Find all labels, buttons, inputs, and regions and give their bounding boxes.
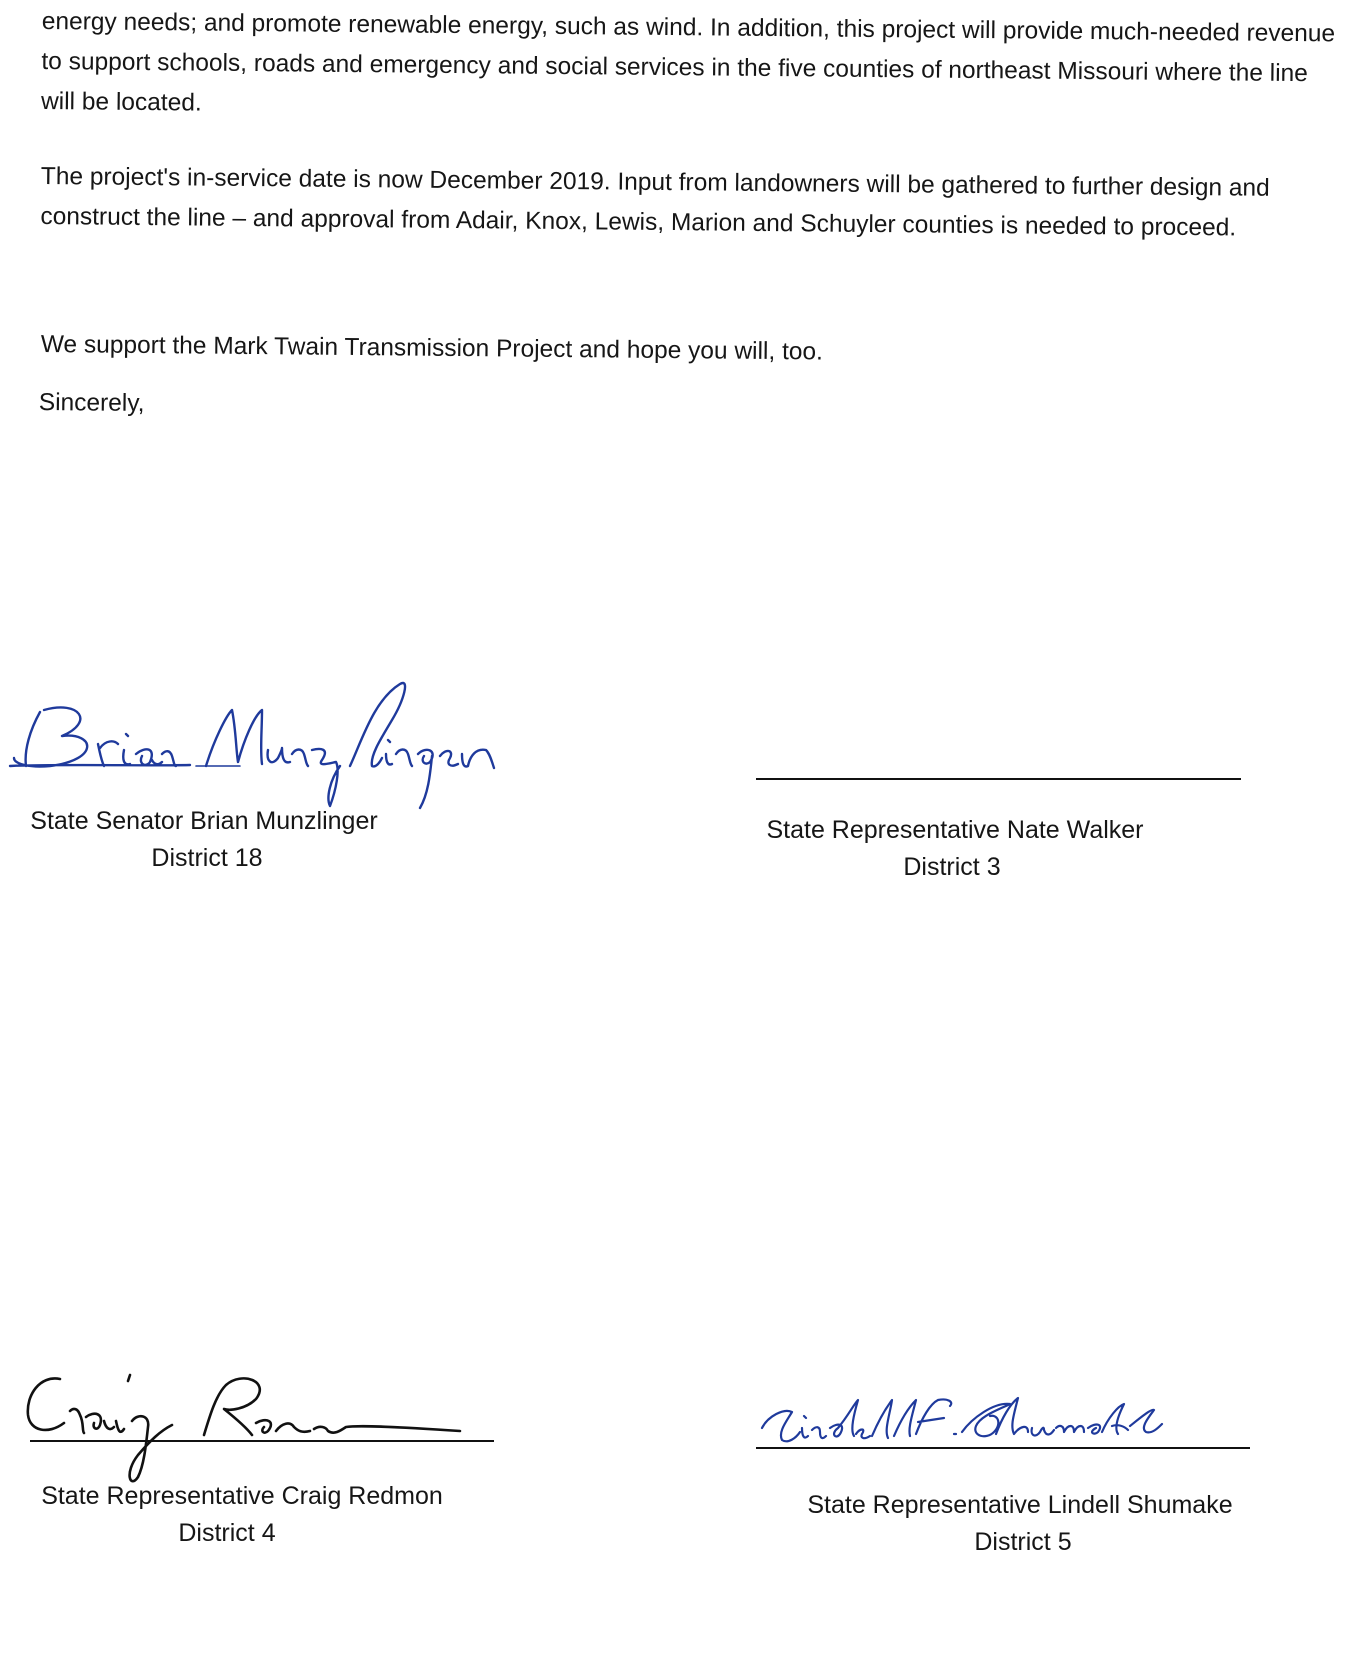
signatory-district: District 5 xyxy=(974,1528,1072,1556)
signature-block-walker xyxy=(745,812,1165,886)
letter-paragraph-2: The project's in-service date is now December 2019. Input from landowners will be gathered to further design and construct the line – and approval from Adair, Knox, Lewis, Marion and Schuyler counties is needed to proceed. xyxy=(40,162,1270,242)
signature-shumake xyxy=(758,1388,1178,1458)
signatory-title: State Senator Brian Munzlinger xyxy=(30,807,378,835)
signature-line-walker xyxy=(756,778,1241,780)
signature-block-shumake xyxy=(785,1487,1255,1561)
signatory-district: District 3 xyxy=(903,853,1001,881)
signature-munzlinger xyxy=(0,670,520,820)
letter-paragraph-3: We support the Mark Twain Transmission Project and hope you will, too. xyxy=(40,330,824,366)
signature-redmon xyxy=(20,1365,480,1490)
signatory-district: District 18 xyxy=(151,844,263,872)
signatory-district: District 4 xyxy=(178,1519,276,1547)
signatory-title: State Representative Nate Walker xyxy=(766,816,1144,844)
signature-block-munzlinger xyxy=(4,803,404,877)
closing-salutation: Sincerely, xyxy=(38,388,145,418)
signatory-title: State Representative Craig Redmon xyxy=(41,1482,443,1510)
signatory-title: State Representative Lindell Shumake xyxy=(807,1491,1233,1519)
letter-paragraph-1: energy needs; and promote renewable energy, such as wind. In addition, this project will provide much-needed revenue to support schools, roads and emergency and social services in the five counties of northeast Missouri where the line will be located. xyxy=(40,7,1336,117)
signature-block-redmon xyxy=(22,1478,462,1552)
